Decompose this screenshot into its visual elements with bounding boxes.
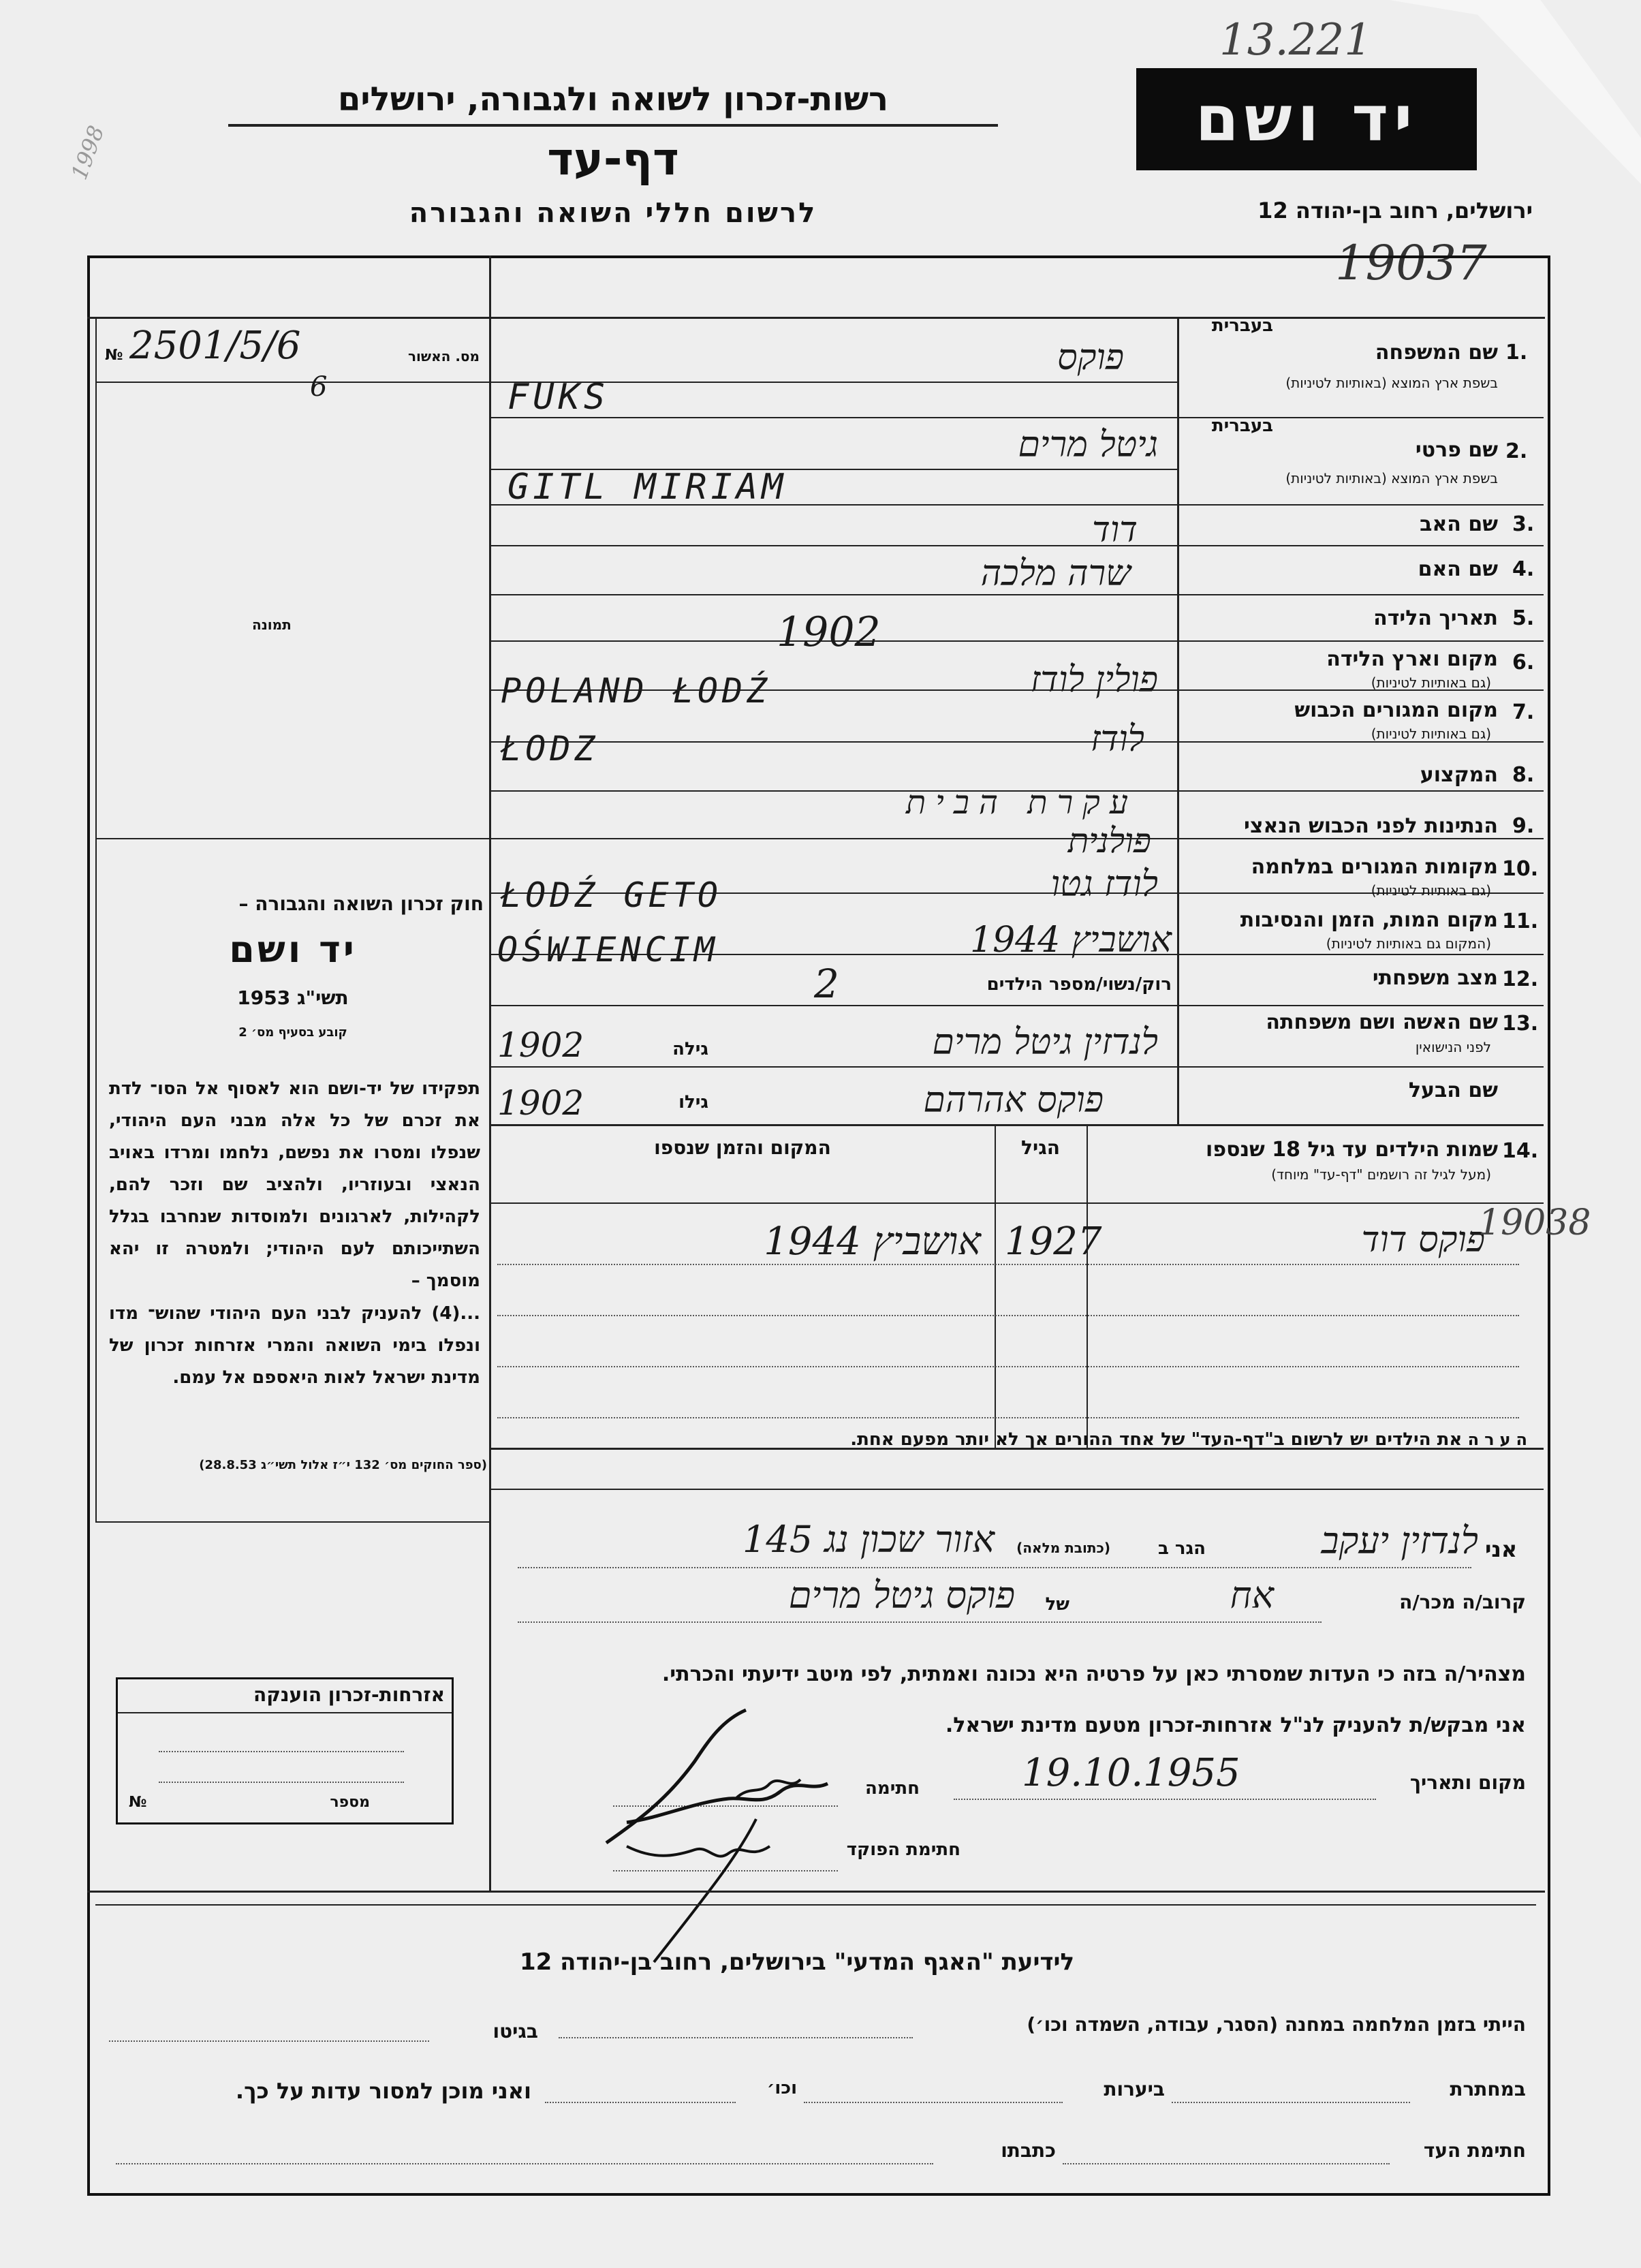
place-date-dots [954, 1799, 1376, 1800]
declaration-statement-2: אני מבקש/ת להעניק לנ"ל אזרחות-זכרון מטעם מדינת ישראל. [945, 1713, 1526, 1737]
row-line-5 [489, 640, 1544, 642]
field-10-sub: (גם באותיות לטיניות) [1371, 882, 1491, 899]
field-8-value: עקרת הבית [905, 783, 1138, 822]
law-reference: (ספר החוקים מס׳ 132 י״ז אלול תשי״ג 28.8.53) [199, 1458, 487, 1472]
field-4-label: שם האם [1418, 557, 1498, 581]
address: ירושלים, רחוב בן-יהודה 12 [1257, 198, 1533, 223]
children-col-age-left [995, 1124, 996, 1448]
field-5-value: 1902 [777, 608, 881, 656]
field-2-sub: בשפת ארץ המוצא (באותיות לטיניות) [1285, 470, 1498, 486]
photo-box-bottom [95, 838, 489, 839]
field-1-value-he: פוקס [1057, 337, 1124, 378]
pencil-note: 1998 [65, 122, 110, 183]
declaration-line-2-dots [518, 1621, 1322, 1623]
declaration-relation-value: אח [1230, 1574, 1274, 1617]
field-1-num: 1. [1505, 341, 1528, 364]
field-husband-label: שם הבעל [1408, 1078, 1498, 1102]
row-line-13 [489, 1066, 1544, 1068]
field-8-num: 8. [1512, 763, 1535, 787]
left-panel-divider [489, 255, 491, 1891]
field-12-value: 2 [814, 961, 839, 1007]
footer-line-2-b-dots [804, 2102, 1063, 2103]
footer-line-1-dots [559, 2037, 913, 2038]
footer-line-3-b-dots [116, 2163, 933, 2164]
cert-value-2: 6 [310, 371, 328, 403]
declarant-name: לנדזין יעקב [1321, 1519, 1478, 1562]
field-3-num: 3. [1512, 512, 1535, 536]
field-1-label: שם המשפחה [1375, 341, 1498, 364]
children-line-3 [497, 1366, 1519, 1367]
field-husband-inline: גילו [678, 1092, 708, 1113]
note-text: את הילדים יש לרשום ב"דף-העד" של אחד ההורים אך לא יותר מפעם אחת. [850, 1429, 1463, 1450]
footer-line-2-a: במחתרת [1450, 2078, 1526, 2100]
footer-line-2-c: וכו׳ [766, 2078, 797, 2098]
field-3-value: דוד [1092, 510, 1138, 550]
field-8-label: המקצוע [1420, 763, 1498, 787]
law-box-bottom [95, 1521, 489, 1523]
frame-top-band [87, 317, 1545, 319]
logo-text: יד ושם [1195, 82, 1418, 155]
declaration-address-value: אזור שכון נג 145 [743, 1518, 995, 1561]
field-2-value-lat: GITL MIRIAM [507, 467, 787, 508]
citizenship-title-rule [118, 1712, 452, 1713]
footer-title: לידיעת "האגף המדעי" בירושלים, רחוב בן-יהודה 12 [519, 1948, 1075, 1976]
field-9-num: 9. [1512, 814, 1535, 838]
field-4-num: 4. [1512, 557, 1535, 581]
field-3-label: שם האב [1420, 512, 1498, 536]
field-13-inline: גילה [672, 1039, 708, 1059]
field-6-label: מקום וארץ הלידה [1326, 647, 1498, 671]
field-11-num: 11. [1502, 910, 1539, 933]
logo [1136, 68, 1477, 170]
cert-label: מס. האשור [408, 348, 480, 364]
photo-label: תמונה [252, 617, 292, 633]
official-signature-label: חתימת הפוקד [846, 1839, 960, 1860]
section-hebrew-2: בעברית [1211, 416, 1273, 436]
law-clause: קובע בסעיף מס׳ 2 [238, 1025, 347, 1040]
field-10-num: 10. [1502, 857, 1539, 881]
footer-separator-inner [95, 1904, 1536, 1906]
place-date-label: מקום ותאריך [1409, 1771, 1526, 1794]
field-9-label: הנתינות לפני הכבוש הנאצי [1244, 814, 1498, 838]
declaration-of-label: של [1045, 1594, 1069, 1615]
row-line-14 [489, 1124, 1544, 1126]
field-5-label: תאריך הלידה [1373, 606, 1498, 630]
note-rule [489, 1489, 1544, 1490]
children-col-place: המקום והזמן שנספו [654, 1136, 831, 1159]
cert-number-row [102, 324, 484, 371]
declaration-i-label: אני [1485, 1536, 1518, 1562]
children-line-4 [497, 1417, 1519, 1418]
field-7-num: 7. [1512, 700, 1535, 724]
children-header-rule [489, 1202, 1544, 1204]
law-year: תשי"ג 1953 [237, 987, 349, 1009]
declaration-statement-1: מצהיר/ה בזה כי העדות שמסרתי כאן על פרטיה היא נכונה ואמתית, לפי מיטב ידיעתי והכרתי. [661, 1662, 1526, 1686]
children-subtitle: (מעל לגיל זה רושמים "דף-עד" מיוחד) [1271, 1166, 1491, 1183]
cert-box-bottom [95, 382, 489, 383]
field-1-value-lat: FUKS [507, 377, 610, 418]
field-4-value: שרה מלכה [980, 553, 1131, 594]
signature-label: חתימה [865, 1778, 920, 1799]
label-column-divider [1177, 317, 1179, 1124]
form-subtitle: לרשום חללי השואה והגבורה [409, 198, 817, 229]
field-10-label: מקומות המגורים במלחמה [1251, 855, 1498, 879]
row-line-1 [489, 417, 1544, 418]
field-6-value-he: פולין לודז [1030, 659, 1158, 700]
footer-line-3-a: חתימת העד [1423, 2139, 1526, 2162]
field-5-num: 5. [1512, 606, 1535, 630]
archive-number: 13.221 [1219, 15, 1372, 65]
children-num: 14. [1502, 1139, 1539, 1163]
field-11-sub: (המקום גם באותיות לטיניות) [1326, 935, 1491, 952]
section-hebrew-1: בעברית [1211, 315, 1273, 336]
law-title: חוק זכרון השואה והגבורה – [238, 892, 484, 915]
child-age: 1927 [1005, 1220, 1102, 1264]
field-husband-value-lat: 1902 [497, 1083, 584, 1123]
page-number: 19037 [1335, 235, 1487, 291]
footer-line-1-end: בגיטו [493, 2020, 538, 2042]
declaration-of-value: פוקס גיטל מרים [788, 1574, 1015, 1617]
citizenship-line-1 [159, 1751, 404, 1752]
field-9-value: פולנית [1067, 821, 1151, 860]
declaration-relative: קרוב/ה מכר/ה [1399, 1591, 1526, 1613]
child-name: פוקס דוד [1361, 1220, 1485, 1260]
child-place: אושביץ 1944 [764, 1220, 981, 1264]
law-name: יד ושם [229, 928, 357, 971]
cert-value: 2501/5/6 [129, 324, 301, 368]
cert-no-symbol: № [105, 347, 123, 364]
footer-separator-outer [87, 1891, 1545, 1893]
left-inner-line [95, 317, 97, 1521]
field-11-label: מקום המות, הזמן והנסיבות [1240, 908, 1498, 932]
footer-line-1-text: הייתי בזמן המלחמה במחנה (הסגר, עבודה, השמדה וכו׳) [1027, 2013, 1526, 2036]
field-13-value-lat: 1902 [497, 1025, 584, 1065]
children-line-2 [497, 1315, 1519, 1316]
citizenship-number-label: מספר [330, 1794, 370, 1811]
declaration-line-1-dots [518, 1567, 1471, 1568]
citizenship-box [116, 1677, 454, 1824]
law-text-1: תפקידו של יד-ושם הוא לאסוף אל הסו־ לדת את זכרם של כל אלה מבני העם היהודי, שנפלו ומסרו את נפשם, נלחמו ומרדו באויב הנאצי ובעוזריו, ולהציב שם וזכר להם, לקהילות, לארגונים ולמוסדות שנחרבו בגלל השתייכותם לעם היהודי; ולמטרה זו יהא מוסמך – [109, 1078, 480, 1291]
field-husband-value-he: פוקס אהרהם [923, 1080, 1104, 1121]
authority-underline [228, 124, 998, 127]
footer-line-2-c-dots [545, 2102, 736, 2103]
place-date-value: 19.10.1955 [1022, 1751, 1240, 1795]
field-11-value-he: 1944 אושביץ [970, 920, 1172, 961]
field-13-sub: לפני הנישואין [1415, 1039, 1491, 1055]
field-2-num: 2. [1505, 439, 1528, 463]
field-10-value-lat: ŁODŹ GETO [501, 875, 722, 915]
footer-line-3-a-dots [1063, 2163, 1390, 2164]
field-2-label: שם פרטי [1415, 438, 1498, 462]
note-label: הערה [1467, 1430, 1533, 1449]
field-11-value-lat: OŚWIENCIM [497, 930, 719, 969]
citizenship-title: אזרחות-זכרון הוענקה [253, 1683, 445, 1706]
child-ref: 19038 [1478, 1202, 1591, 1243]
field-2-value-he: גיטל מרים [1018, 424, 1158, 465]
field-6-sub: (גם באותיות לטיניות) [1371, 674, 1491, 691]
footer-line-1-end-dots [109, 2040, 429, 2042]
declaration-resides: הגר ב [1157, 1538, 1206, 1559]
field-13-label: שם האשה ושם משפחתה [1266, 1010, 1498, 1034]
children-line-1 [497, 1264, 1519, 1265]
authority-name: רשות-זכרון לשואה ולגבורה, ירושלים [337, 80, 889, 119]
field-13-value-he: לנדזין גיטל מרים [932, 1022, 1158, 1063]
field-13-num: 13. [1502, 1012, 1539, 1036]
footer-line-2-b: ביערות [1104, 2078, 1165, 2100]
note [504, 1429, 1533, 1484]
field-7-value-he: לודז [1091, 719, 1144, 760]
field-6-num: 6. [1512, 651, 1535, 674]
row-line-4 [489, 594, 1544, 595]
footer-line-3-b: כתבתו [1001, 2139, 1056, 2162]
field-12-inline: רוק/נשוי/מספר הילדים [986, 974, 1172, 995]
field-12-label: מצב משפחתי [1372, 966, 1498, 990]
citizenship-line-2 [159, 1782, 404, 1783]
form-title: דף-עד [547, 133, 679, 185]
field-7-sub: (גם באותיות לטיניות) [1371, 726, 1491, 742]
declaration-address-hint: (כתובת מלאה) [1016, 1540, 1110, 1556]
footer-line-2-a-dots [1172, 2102, 1410, 2103]
citizenship-no-symbol: № [129, 1794, 147, 1811]
footer-line-2-end: ואני מוכן למסור עדות על כך. [235, 2078, 531, 2104]
children-col-age: הגיל [1021, 1136, 1060, 1159]
children-title: שמות הילדים עד גיל 18 שנספו [1206, 1138, 1498, 1162]
law-text-2: ...(4) להעניק לבני העם היהודי שהוש־ מדו ונפלו בימי השואה והמרי אזרחות זכרון של מדינת ישראל לאות היאספם אל עמם. [109, 1303, 480, 1388]
field-1-sub: בשפת ארץ המוצא (באותיות לטיניות) [1285, 375, 1498, 391]
field-7-label: מקום המגורים הכבוש [1294, 698, 1498, 722]
children-col-age-right [1087, 1124, 1088, 1448]
row-line-12 [489, 1005, 1544, 1006]
field-7-value-lat: ŁODZ [501, 729, 599, 768]
field-6-value-lat: POLAND ŁODŹ [501, 671, 772, 711]
field-12-num: 12. [1502, 967, 1539, 991]
field-10-value-he: לודז גטו [1050, 864, 1158, 905]
